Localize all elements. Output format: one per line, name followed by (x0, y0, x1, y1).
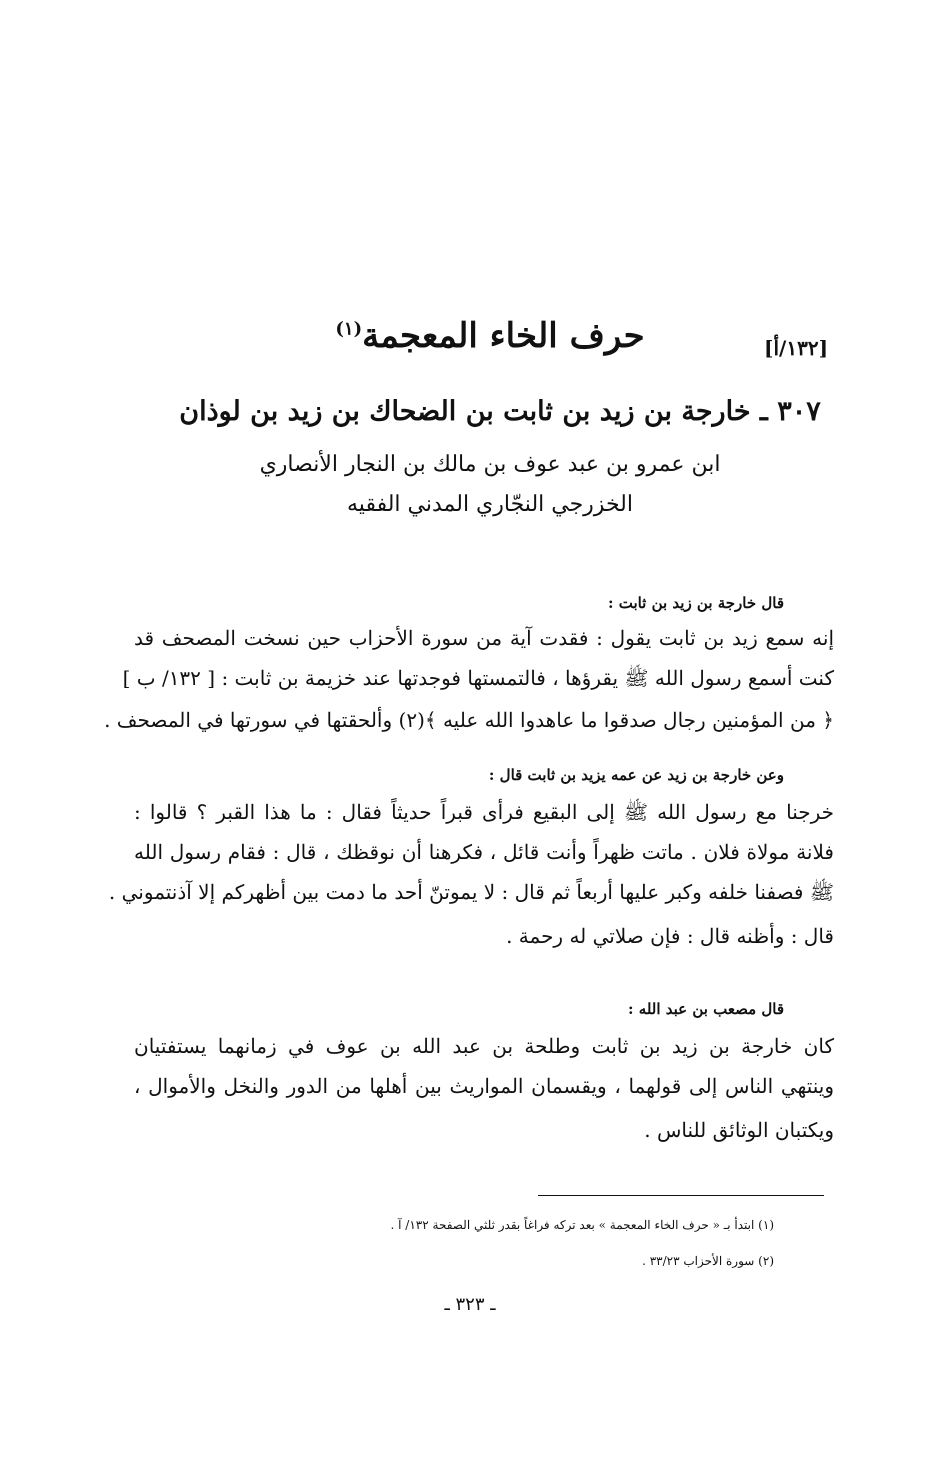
entry-lineage-line-2: الخزرجي النجّاري المدني الفقيه (347, 492, 633, 517)
text-line: فلانة مولاة فلان . ماتت ظهراً وأنت قائل ، فكرهنا أن نوقظك ، قال : فقام رسول الله (134, 840, 834, 864)
narration-label: وعن خارجة بن زيد عن عمه يزيد بن ثابت قال : (488, 766, 784, 784)
text-line: وينتهي الناس إلى قولهما ، ويقسمان المواريث بين أهلها من الدور والنخل والأموال ، (134, 1074, 834, 1098)
footnote-divider (538, 1195, 824, 1196)
footnote: (٢) سورة الأحزاب ٣٣/٢٣ . (642, 1254, 774, 1268)
entry-lineage-line-1: ابن عمرو بن عبد عوف بن مالك بن النجار الأنصاري (259, 452, 721, 477)
text-line: قال : وأظنه قال : فإن صلاتي له رحمة . (506, 924, 834, 948)
text-line: ﷺ فصفنا خلفه وكبر عليها أربعاً ثم قال : لا يموتنّ أحد ما دمت بين أظهركم إلا آذنتموني . (108, 880, 834, 904)
chapter-title-text: حرف الخاء المعجمة (362, 316, 645, 356)
chapter-title (300, 316, 680, 356)
text-line: ﴿ من المؤمنين رجال صدقوا ما عاهدوا الله عليه ﴾(٢) وألحقتها في سورتها في المصحف . (104, 708, 834, 732)
folio-margin-reference: [١٣٢/أ] (764, 336, 829, 360)
entry-heading: ٣٠٧ ـ خارجة بن زيد بن ثابت بن الضحاك بن زيد بن لوذان (179, 396, 821, 427)
footnote: (١) ابتدأ بـ « حرف الخاء المعجمة » بعد تركه فراغاً بقدر ثلثي الصفحة ١٣٢/ آ . (390, 1218, 774, 1232)
page-number: ـ ٣٢٣ ـ (444, 1294, 496, 1315)
text-line: ويكتبان الوثائق للناس . (644, 1118, 834, 1142)
text-line: إنه سمع زيد بن ثابت يقول : فقدت آية من سورة الأحزاب حين نسخت المصحف قد (134, 626, 834, 650)
text-line: كان خارجة بن زيد بن ثابت وطلحة بن عبد الله بن عوف في زمانهما يستفتيان (134, 1034, 834, 1058)
narration-label: قال مصعب بن عبد الله : (628, 1000, 784, 1018)
text-line: خرجنا مع رسول الله ﷺ إلى البقيع فرأى قبراً حديثاً فقال : ما هذا القبر ؟ قالوا : (134, 800, 834, 824)
narration-label: قال خارجة بن زيد بن ثابت : (607, 594, 784, 612)
chapter-footnote-marker: (١) (335, 318, 363, 340)
text-line: كنت أسمع رسول الله ﷺ يقرؤها ، فالتمستها فوجدتها عند خزيمة بن ثابت : [ ١٣٢/ ب ] (122, 666, 834, 690)
